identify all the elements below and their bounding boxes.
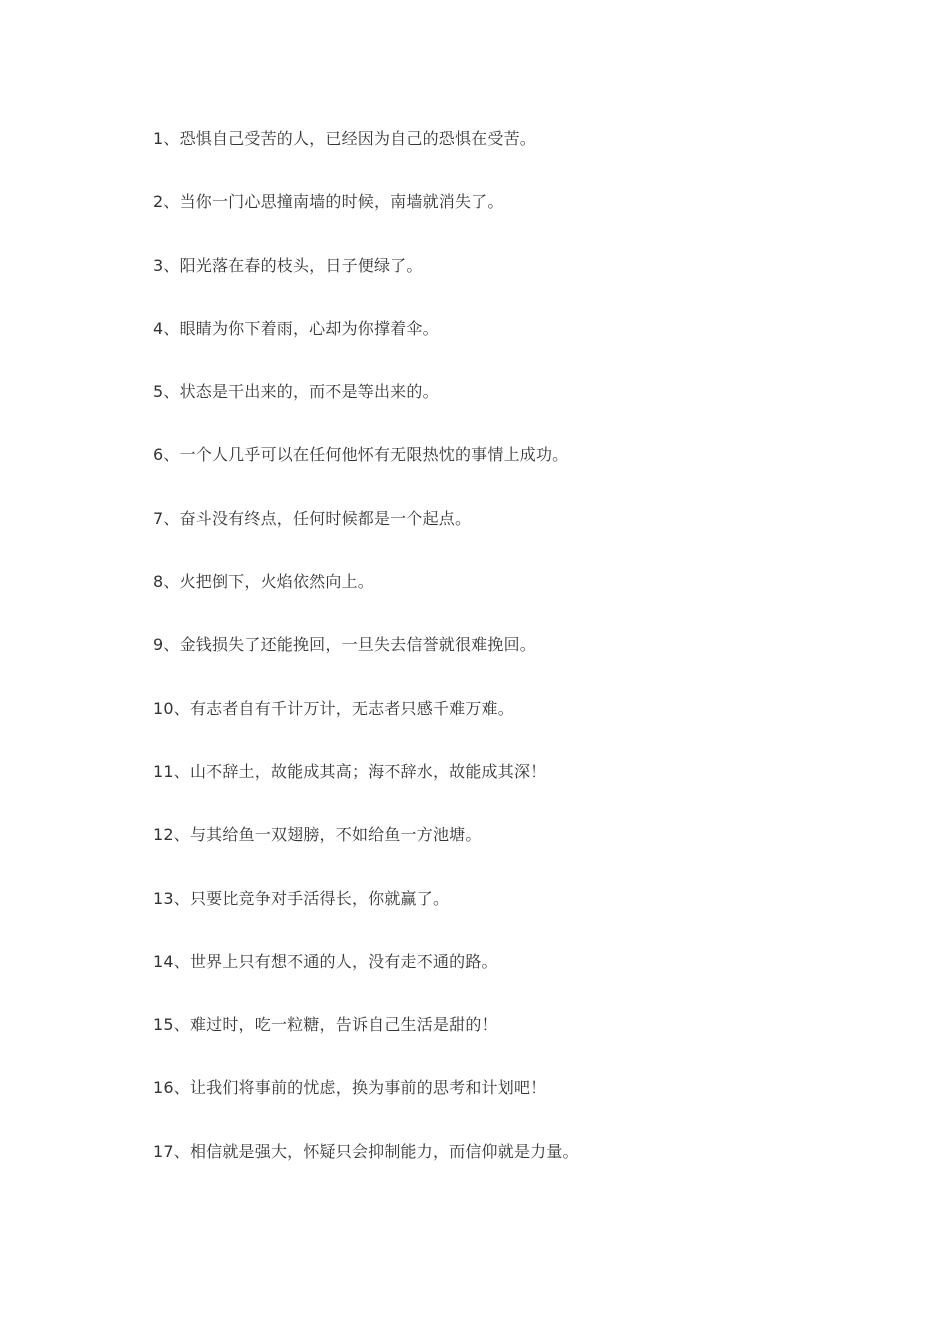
- quote-line-7: 7、奋斗没有终点，任何时候都是一个起点。: [153, 508, 472, 528]
- quote-line-12: 12、与其给鱼一双翅膀，不如给鱼一方池塘。: [153, 825, 482, 845]
- quote-line-5: 5、状态是干出来的，而不是等出来的。: [153, 382, 439, 402]
- quote-line-8: 8、火把倒下，火焰依然向上。: [153, 572, 374, 592]
- quote-line-4: 4、眼睛为你下着雨，心却为你撑着伞。: [153, 318, 439, 338]
- quote-line-16: 16、让我们将事前的忧虑，换为事前的思考和计划吧！: [153, 1078, 547, 1098]
- quote-line-9: 9、金钱损失了还能挽回，一旦失去信誉就很难挽回。: [153, 635, 536, 655]
- quote-line-6: 6、一个人几乎可以在任何他怀有无限热忱的事情上成功。: [153, 445, 569, 465]
- quote-line-11: 11、山不辞土，故能成其高；海不辞水，故能成其深！: [153, 761, 547, 781]
- quote-line-13: 13、只要比竞争对手活得长，你就赢了。: [153, 888, 450, 908]
- quote-line-15: 15、难过时，吃一粒糖，告诉自己生活是甜的！: [153, 1015, 498, 1035]
- quote-line-2: 2、当你一门心思撞南墙的时候，南墙就消失了。: [153, 192, 504, 212]
- quote-line-3: 3、阳光落在春的枝头，日子便绿了。: [153, 255, 423, 275]
- quote-line-1: 1、恐惧自己受苦的人，已经因为自己的恐惧在受苦。: [153, 129, 536, 148]
- quote-list: [153, 126, 873, 1202]
- quote-line-17: 17、相信就是强大，怀疑只会抑制能力，而信仰就是力量。: [153, 1141, 579, 1161]
- quote-line-14: 14、世界上只有想不通的人，没有走不通的路。: [153, 951, 498, 971]
- quote-line-10: 10、有志者自有千计万计，无志者只感千难万难。: [153, 698, 514, 718]
